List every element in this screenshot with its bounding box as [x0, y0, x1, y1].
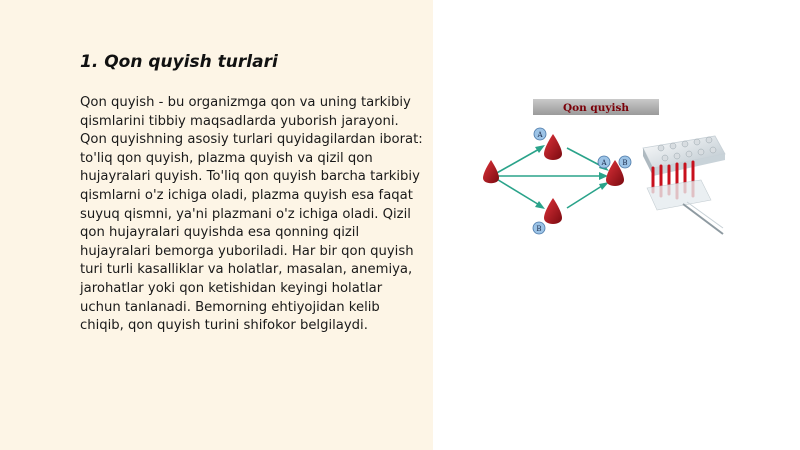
blood-type-label-a — [534, 128, 546, 140]
blood-type-label-b — [533, 222, 545, 234]
blood-drop-icon — [483, 160, 499, 183]
illustration-header-label: Qon quyish — [562, 102, 630, 114]
blood-transfusion-illustration — [475, 96, 726, 241]
slide-body-text: Qon quyish - bu organizmga qon va uning tarkibiy qismlarini tibbiy maqsadlarda yuborish jarayoni. Qon quyishning asosiy turlari quyidagilardan iborat: to'liq qon quyish, plazma quyish va qizil qon hujayralari quyish. To'liq qon quyish barcha tarkibiy qismlarni o'z ichiga oladi, plazma quyish esa faqat suyuq qismni, ya'ni plazmani o'z ichiga oladi. Qizil qon hujayralari quyishda esa qonning qizil hujayralari bemorga yuboriladi. Har bir qon quyish turi turli kasalliklar va holatlar, masalan, anemiya, jarohatlar yoki qon ketishidan keyingi holatlar uchun tanlanadi. Bemorning ehtiyojidan kelib chiqib, qon quyish turini shifokor belgilaydi. — [80, 95, 423, 334]
svg-text:A: A — [537, 131, 543, 139]
blood-sample-rack-icon — [643, 136, 725, 234]
svg-text:A: A — [601, 159, 607, 167]
svg-text:B: B — [536, 225, 542, 233]
svg-text:B: B — [622, 159, 628, 167]
slide-title: 1. Qon quyish turlari — [80, 52, 278, 72]
blood-drop-a-icon — [544, 134, 562, 160]
blood-drop-b-icon — [544, 198, 562, 224]
